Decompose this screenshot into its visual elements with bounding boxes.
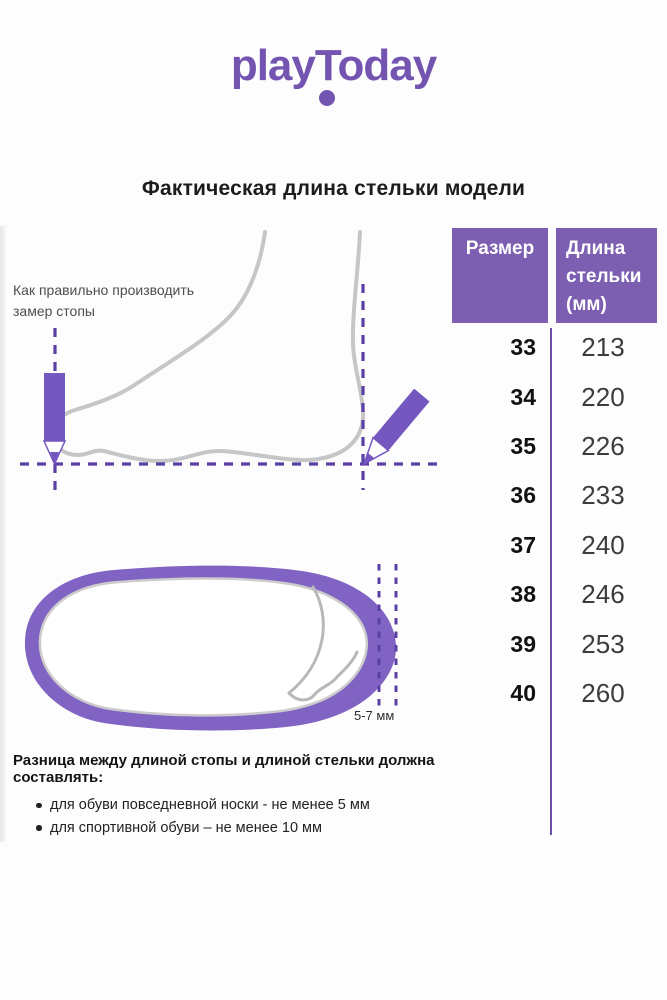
table-row xyxy=(452,323,657,372)
size-value: 40 xyxy=(510,679,536,706)
foot-side-measure-diagram xyxy=(0,228,445,503)
pencil-right-icon xyxy=(356,389,429,471)
footnote xyxy=(13,752,465,839)
insole-length-value: 226 xyxy=(581,430,625,461)
table-row xyxy=(452,570,657,619)
size-value: 39 xyxy=(510,630,536,657)
insole-length-value: 253 xyxy=(581,628,625,659)
insole-length-value: 246 xyxy=(581,579,625,610)
size-value: 38 xyxy=(510,581,536,608)
size-value: 33 xyxy=(510,334,536,361)
table-row xyxy=(452,471,657,520)
size-table-header xyxy=(452,228,657,323)
logo-text-play: play xyxy=(230,41,315,90)
table-row xyxy=(452,422,657,471)
size-value: 35 xyxy=(510,432,536,459)
footnote-list xyxy=(13,794,465,839)
logo-text-today: Today xyxy=(314,41,437,90)
table-row xyxy=(452,372,657,421)
table-row xyxy=(452,619,657,668)
page-title: Фактическая длина стельки модели xyxy=(141,177,526,200)
insole-length-value: 220 xyxy=(581,381,625,412)
table-row xyxy=(452,669,657,718)
size-table-body xyxy=(452,323,657,718)
column-header-size: Размер xyxy=(452,228,548,323)
table-row xyxy=(452,521,657,570)
footnote-heading: Разница между длиной стопы и длиной стельки должна составлять: xyxy=(13,752,435,786)
column-header-insole-length: Длина стельки (мм) xyxy=(556,228,657,323)
measurement-hint-text: Как правильно производить замер стопы xyxy=(13,282,195,319)
size-table xyxy=(452,228,657,848)
size-value: 37 xyxy=(510,531,536,558)
insole-length-value: 240 xyxy=(581,529,625,560)
foot-outline xyxy=(53,232,363,461)
insole-gap-label: 5-7 мм xyxy=(354,708,395,723)
size-value: 34 xyxy=(510,383,536,410)
footnote-bullet-sport: для спортивной обуви – не менее 10 мм xyxy=(50,817,465,840)
footnote-bullet-everyday: для обуви повседневной носки - не менее 5 мм xyxy=(50,794,465,817)
logo-dot-icon xyxy=(319,90,335,106)
brand-logo xyxy=(0,41,667,90)
insole-length-value: 233 xyxy=(581,480,625,511)
table-column-divider xyxy=(550,328,553,835)
insole-length-value: 213 xyxy=(581,332,625,363)
size-value: 36 xyxy=(510,482,536,509)
brand-logo-text xyxy=(230,41,437,90)
insole-length-value: 260 xyxy=(581,677,625,708)
